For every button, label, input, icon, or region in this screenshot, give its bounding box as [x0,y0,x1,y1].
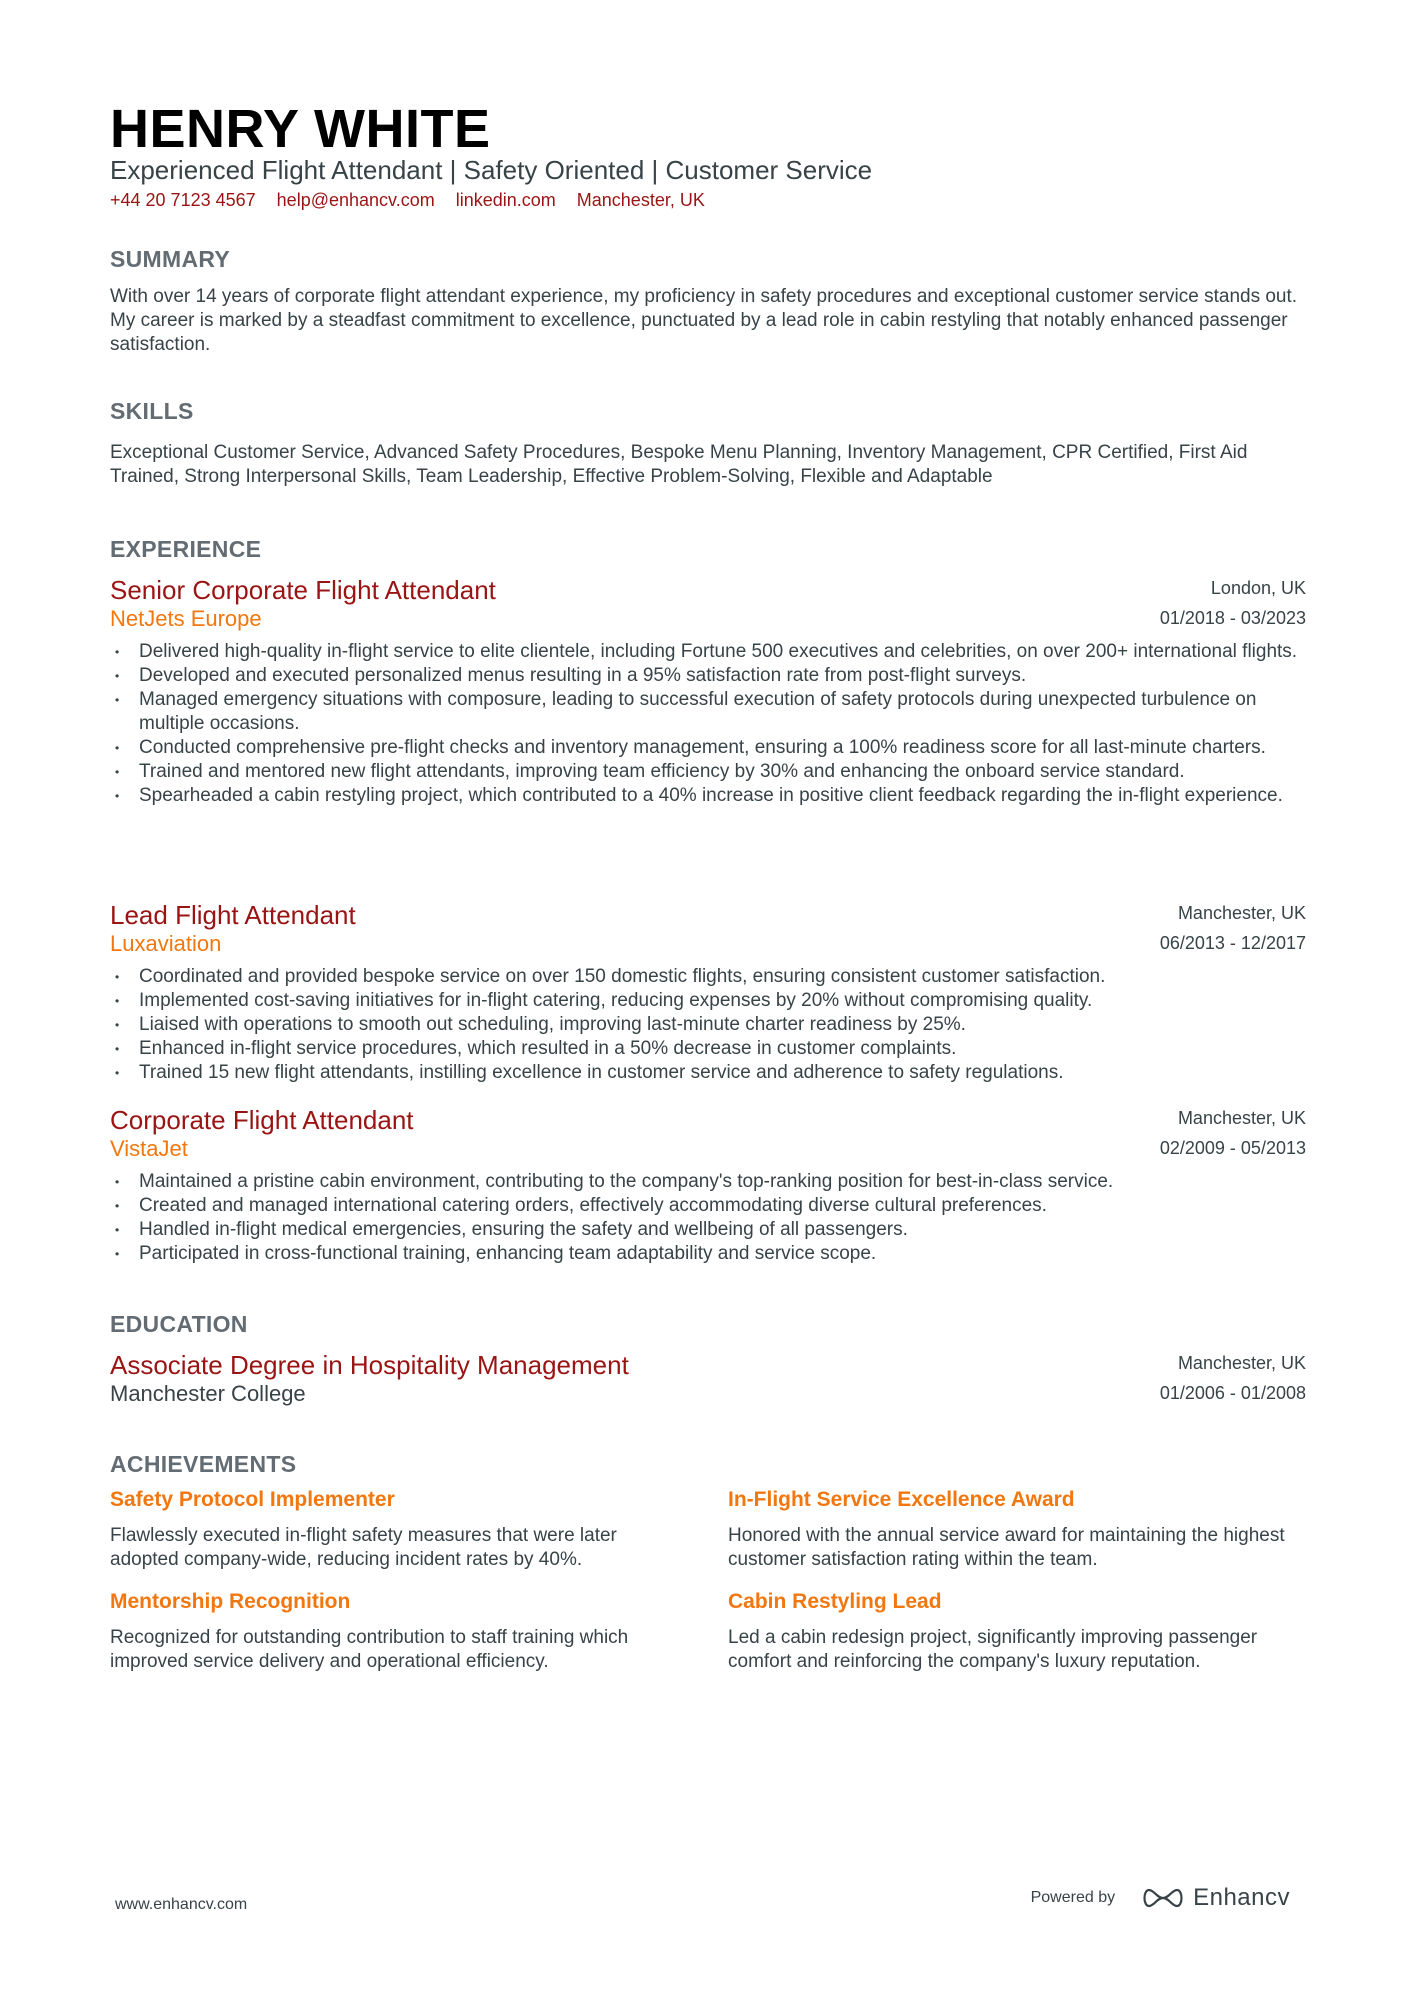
job-bullet: • Handled in-flight medical emergencies, ensuring the safety and wellbeing of all passengers. [110,1218,1306,1242]
education-dates: 01/2006 - 01/2008 [1159,1383,1306,1403]
powered-by-label: Powered by [1030,1889,1116,1906]
job-title: Lead Flight Attendant [110,900,356,930]
contact-info [110,190,721,211]
achievement-desc: Flawlessly executed in-flight safety measures that were later adopted company-wide, reducing incident rates by 40%. [110,1525,617,1570]
job-title: Senior Corporate Flight Attendant [110,575,496,605]
summary-heading: SUMMARY [110,246,231,272]
achievement-item [728,1590,1303,1674]
job-bullet: • Spearheaded a cabin restyling project, which contributed to a 40% increase in positive client feedback regarding the in-flight experience. [110,784,1306,808]
achievement-desc: Honored with the annual service award for maintaining the highest customer satisfaction rating within the team. [728,1525,1285,1570]
job-bullet: • Managed emergency situations with composure, leading to successful execution of safety protocols during unexpected turbulence on multiple occasions. [110,688,1306,736]
achievements-heading: ACHIEVEMENTS [110,1451,297,1477]
job-location: Manchester, UK [1177,1108,1306,1128]
job-dates: 01/2018 - 03/2023 [1159,608,1306,628]
enhancv-logo-icon [1141,1886,1185,1910]
linkedin-link[interactable]: linkedin.com [455,190,556,210]
footer-website[interactable]: www.enhancv.com [115,1896,248,1913]
job-bullet: • Developed and executed personalized menus resulting in a 95% satisfaction rate from post-flight surveys. [110,664,1306,688]
job-bullet: • Participated in cross-functional training, enhancing team adaptability and service scope. [110,1242,1306,1266]
job-bullet: • Trained 15 new flight attendants, instilling excellence in customer service and adherence to safety regulations. [110,1061,1306,1085]
job-bullets [110,640,1306,808]
phone-number[interactable]: +44 20 7123 4567 [110,190,256,210]
achievement-item [110,1488,685,1572]
candidate-headline: Experienced Flight Attendant | Safety Oriented | Customer Service [110,155,873,185]
job-bullet: • Maintained a pristine cabin environment, contributing to the company's top-ranking position for best-in-class service. [110,1170,1306,1194]
achievement-title: Mentorship Recognition [110,1590,351,1613]
company-name: VistaJet [110,1136,188,1161]
enhancv-brand-name: Enhancv [1193,1884,1290,1911]
job-bullet: • Conducted comprehensive pre-flight checks and inventory management, ensuring a 100% readiness score for all last-minute charters. [110,736,1306,760]
job-bullet: • Delivered high-quality in-flight service to elite clientele, including Fortune 500 executives and celebrities, on over 200+ international flights. [110,640,1306,664]
resume-page [110,0,1306,1995]
candidate-name: HENRY WHITE [110,99,491,159]
job-bullet: • Coordinated and provided bespoke service on over 150 domestic flights, ensuring consistent customer satisfaction. [110,965,1306,989]
experience-heading: EXPERIENCE [110,536,262,562]
achievement-title: In-Flight Service Excellence Award [728,1488,1075,1511]
job-dates: 02/2009 - 05/2013 [1159,1138,1306,1158]
enhancv-logo[interactable] [1141,1884,1290,1912]
company-name: Luxaviation [110,931,222,956]
location: Manchester, UK [576,190,705,210]
job-bullet: • Trained and mentored new flight attendants, improving team efficiency by 30% and enhancing the onboard service standard. [110,760,1306,784]
job-bullets [110,1170,1306,1266]
school-location: Manchester, UK [1177,1353,1306,1373]
achievement-title: Cabin Restyling Lead [728,1590,942,1613]
skills-heading: SKILLS [110,398,194,424]
job-bullet: • Enhanced in-flight service procedures, which resulted in a 50% decrease in customer complaints. [110,1037,1306,1061]
skills-text: Exceptional Customer Service, Advanced Safety Procedures, Bespoke Menu Planning, Inventory Management, CPR Certified, First Aid Trained, Strong Interpersonal Skills, Team Leadership, Effective Problem-Solving, Flexible and Adaptable [110,442,1248,487]
job-bullets [110,965,1306,1085]
achievement-desc: Recognized for outstanding contribution to staff training which improved service delivery and operational efficiency. [110,1627,629,1672]
degree-title: Associate Degree in Hospitality Management [110,1350,629,1380]
job-dates: 06/2013 - 12/2017 [1159,933,1306,953]
school-name: Manchester College [110,1381,306,1406]
company-name: NetJets Europe [110,606,262,631]
achievement-title: Safety Protocol Implementer [110,1488,395,1511]
email-link[interactable]: help@enhancv.com [276,190,435,210]
achievement-item [728,1488,1303,1572]
achievement-item [110,1590,685,1674]
footer-branding [1031,1884,1290,1912]
job-location: London, UK [1210,578,1306,598]
job-bullet: • Implemented cost-saving initiatives for in-flight catering, reducing expenses by 20% without compromising quality. [110,989,1306,1013]
job-location: Manchester, UK [1177,903,1306,923]
job-bullet: • Created and managed international catering orders, effectively accommodating diverse cultural preferences. [110,1194,1306,1218]
job-bullet: • Liaised with operations to smooth out scheduling, improving last-minute charter readiness by 25%. [110,1013,1306,1037]
achievement-desc: Led a cabin redesign project, significantly improving passenger comfort and reinforcing the company's luxury reputation. [728,1627,1258,1672]
education-heading: EDUCATION [110,1311,248,1337]
summary-text: With over 14 years of corporate flight attendant experience, my proficiency in safety procedures and exceptional customer service stands out. My career is marked by a steadfast commitment to excellence, punctuated by a lead role in cabin restyling that notably enhanced passenger satisfaction. [110,286,1298,355]
job-title: Corporate Flight Attendant [110,1105,414,1135]
